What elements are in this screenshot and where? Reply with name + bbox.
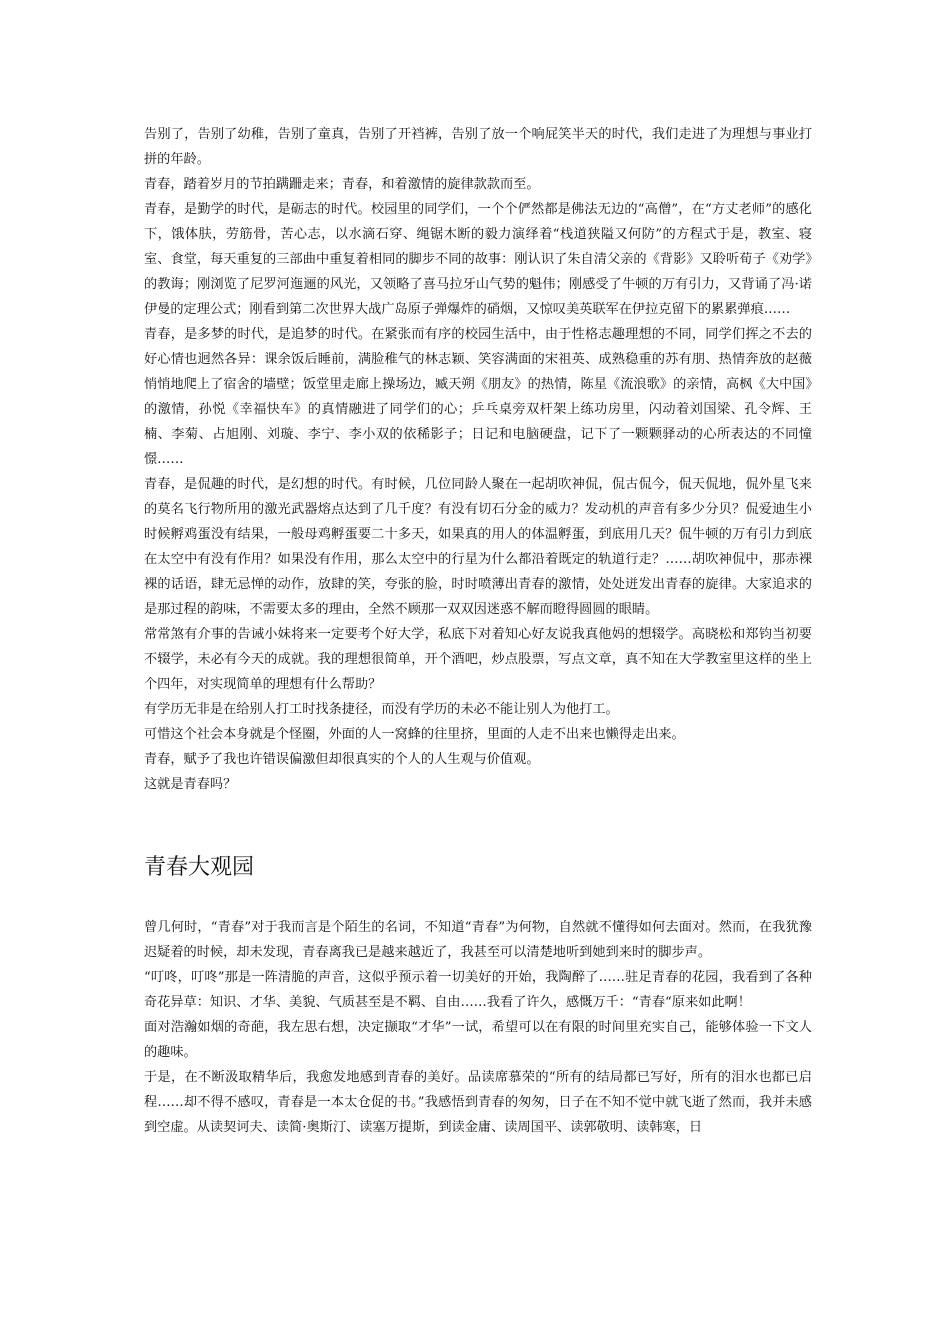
paragraph: “叮咚，叮咚”那是一阵清脆的声音，这似乎预示着一切美好的开始，我陶醉了……驻足青春的花园，我看到了各种奇花异草：知识、才华、美貌、气质甚至是不羁、自由……我看了许久，感慨万千：“青春“原来如此啊！ (144, 970, 812, 1010)
section-title: 青春大观园 (144, 855, 255, 880)
paragraph: 告别了，告别了幼稚，告别了童真，告别了开裆裤，告别了放一个响屁笑半天的时代，我们走进了为理想与事业打拼的年龄。 (144, 127, 812, 167)
paragraph: 曾几何时，“青春”对于我而言是个陌生的名词，不知道“青春”为何物，自然就不懂得如何去面对。然而，在我犹豫迟疑着的时候，却未发现，青春离我已是越来越近了，我甚至可以清楚地听到她到来时的脚步声。 (144, 920, 812, 960)
paragraph: 青春，是多梦的时代，是追梦的时代。在紧张而有序的校园生活中，由于性格志趣理想的不同，同学们挥之不去的好心情也迥然各异：课余饭后睡前，满脸稚气的林志颖、笑容满面的宋祖英、成熟稳重的苏有朋、热情奔放的赵薇悄悄地爬上了宿舍的墙壁；饭堂里走廊上操场边，臧天朔《朋友》的热情，陈星《流浪歌》的亲情，高枫《大中国》的激情，孙悦《幸福快车》的真情融进了同学们的心；乒乓桌旁双杆架上练功房里，闪动着刘国梁、孔令辉、王楠、李菊、占旭刚、刘璇、李宁、李小双的依稀影子；日记和电脑硬盘，记下了一颗颗驿动的心所表达的不同憧憬…… (144, 327, 812, 467)
paragraph: 青春，赋予了我也许错误偏激但却很真实的个人的人生观与价值观。 (144, 752, 540, 767)
paragraph: 于是，在不断汲取精华后，我愈发地感到青春的美好。品读席慕荣的“所有的结局都已写好，所有的泪水也都已启程……却不得不感叹，青春是一本太仓促的书。”我感悟到青春的匆匆，日子在不知不觉中就飞逝了然而，我并未感到空虚。从读契诃夫、读简·奥斯汀、读塞万提斯，到读金庸、读周国平、读郭敬明、读韩寒，日 (144, 1070, 812, 1135)
paragraph: 可惜这个社会本身就是个怪圈，外面的人一窝蜂的往里挤，里面的人走不出来也懒得走出来。 (144, 727, 685, 742)
paragraph: 面对浩瀚如烟的奇葩，我左思右想，决定撷取“才华”一试，希望可以在有限的时间里充实自己，能够体验一下文人的趣味。 (144, 1020, 812, 1060)
paragraph: 青春，是勤学的时代，是砺志的时代。校园里的同学们，一个个俨然都是佛法无边的“高僧”，在“方丈老师”的感化下，饿体肤，劳筋骨，苦心志，以水滴石穿、绳锯木断的毅力演绎着“栈道狭隘又何防”的方程式于是，教室、寝室、食堂，每天重复的三部曲中重复着相同的脚步不同的故事：刚认识了朱自清父亲的《背影》又聆听荀子《劝学》的教诲；刚浏览了尼罗河迤逦的风光，又领略了喜马拉牙山气势的魁伟；刚感受了牛顿的万有引力，又背诵了冯·诺伊曼的定理公式；刚看到第二次世界大战广岛原子弹爆炸的硝烟，又惊叹美英联军在伊拉克留下的累累弹痕…… (144, 202, 812, 317)
document-page (144, 122, 812, 1140)
paragraph: 常常煞有介事的告诫小妹将来一定要考个好大学，私底下对着知心好友说我真他妈的想辍学。高晓松和郑钧当初要不辍学，未必有今天的成就。我的理想很简单，开个酒吧，炒点股票，写点文章，真不知在大学教室里这样的坐上个四年，对实现简单的理想有什么帮助？ (144, 627, 812, 692)
paragraph: 这就是青春吗？ (144, 777, 237, 792)
paragraph: 青春，踏着岁月的节拍蹒跚走来；青春，和着激情的旋律款款而至。 (144, 177, 540, 192)
paragraph: 有学历无非是在给别人打工时找条捷径，而没有学历的未必不能让别人为他打工。 (144, 702, 619, 717)
essay-section-2 (144, 915, 812, 1140)
essay-section-1 (144, 122, 812, 797)
paragraph: 青春，是侃趣的时代，是幻想的时代。有时候，几位同龄人聚在一起胡吹神侃，侃古侃今，侃天侃地，侃外星飞来的莫名飞行物所用的激光武器熔点达到了几千度？有没有切石分金的威力？发动机的声音有多少分贝？侃爱迪生小时候孵鸡蛋没有结果，一般母鸡孵蛋要二十多天，如果真的用人的体温孵蛋，到底用几天？侃牛顿的万有引力到底在太空中有没有作用？如果没有作用，那么太空中的行星为什么都沿着既定的轨道行走？……胡吹神侃中，那赤裸裸的话语，肆无忌惮的动作，放肆的笑，夸张的脸，时时喷薄出青春的激情，处处迸发出青春的旋律。大家追求的是那过程的韵味，不需要太多的理由，全然不顾那一双双因迷惑不解而瞪得圆圆的眼睛。 (144, 477, 812, 617)
